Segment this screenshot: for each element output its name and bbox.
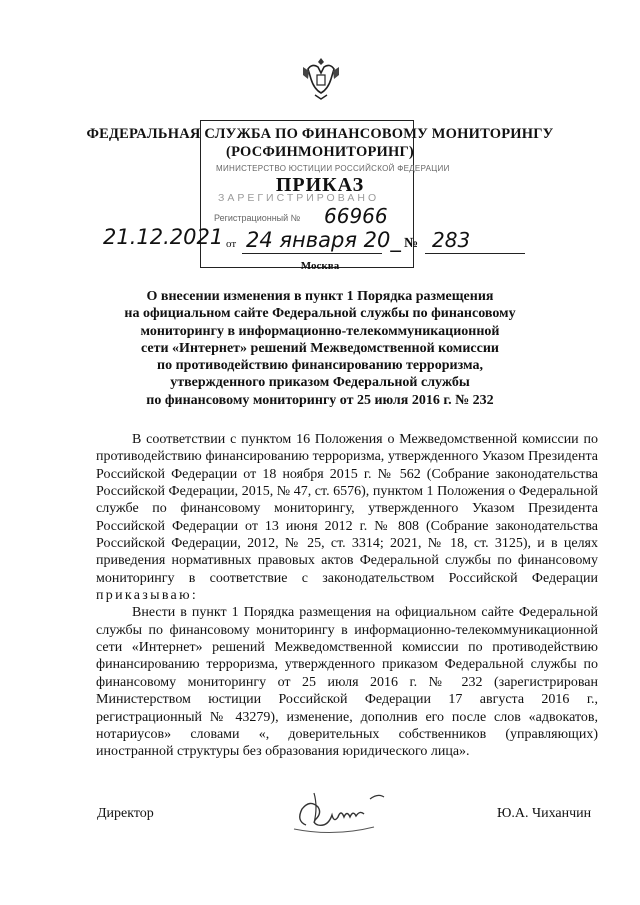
agency-short-name: (РОСФИНМОНИТОРИНГ)	[226, 144, 414, 160]
number-underline	[425, 253, 525, 254]
title-line: О внесении изменения в пункт 1 Порядка размещения	[146, 289, 494, 304]
number-label: №	[404, 236, 419, 251]
body-paragraph: Внести в пункт 1 Порядка размещения на официальном сайте Федеральной службы по финансовому мониторингу в информационно-телекоммуникационной сети «Интернет» решений Межведомственной комиссии по противодействию финансированию терроризма, утвержденного приказом Федеральной службы по финансовому мониторингу от 25 июля 2016 г. № 232 (зарегистрирован Министерством юстиции Российской Федерации 17 августа 2016 г., регистрационный № 43279), изменение, дополнив его после слов «адвокатов, нотариусов» словами «, доверительных собственников (управляющих) иностранной структуры без образования юридического лица».	[96, 605, 598, 760]
city: Москва	[300, 260, 340, 272]
title-line: мониторингу в информационно-телекоммуникационной	[140, 323, 500, 339]
stamp-ministry: МИНИСТЕРСТВО ЮСТИЦИИ РОССИЙСКОЙ ФЕДЕРАЦИИ	[216, 164, 450, 173]
signatory-name: Ю.А. Чиханчин	[497, 806, 592, 821]
signatory-position: Директор	[97, 806, 154, 821]
date-label: от	[226, 238, 237, 250]
title-line: на официальном сайте Федеральной службы по финансовому	[124, 306, 516, 322]
order-date: 24 января 20_	[246, 228, 401, 252]
stamp-reg-label: Регистрационный №	[214, 213, 301, 223]
title-line: по финансовому мониторингу от 25 июля 2016 г. № 232	[146, 392, 494, 408]
title-line: утвержденного приказом Федеральной службы	[170, 375, 470, 391]
date-underline	[242, 253, 382, 254]
handwritten-signature	[284, 785, 396, 837]
order-body	[96, 431, 598, 761]
stamp-reg-date: 21.12.2021	[103, 225, 224, 249]
stamp-status: ЗАРЕГИСТРИРОВАНО	[218, 192, 380, 204]
coat-of-arms-emblem	[300, 55, 342, 101]
stamp-reg-number: 66966	[324, 204, 388, 228]
title-line: сети «Интернет» решений Межведомственной комиссии	[141, 340, 499, 356]
order-number: 283	[432, 228, 471, 252]
body-paragraph	[96, 431, 598, 604]
body-paragraph-text: В соответствии с пунктом 16 Положения о Межведомственной комиссии по противодействию финансированию терроризма, утвержденного Указом Президента Российской Федерации от 18 ноября 2015 г. № 562 (Собрание законодательства Российской Федерации, 2015, № 47, ст. 6576), пунктом 1 Положения о Федеральной службе по финансовому мониторингу, утвержденного Указом Президента Российской Федерации от 13 июня 2012 г. № 808 (Собрание законодательства Российской Федерации, 2012, № 25, ст. 3314; 2021, № 18, ст. 3125), и в целях приведения нормативных правовых актов Федеральной службы по финансовому мониторингу в соответствие с законодательством Российской Федерации	[96, 432, 598, 586]
order-title	[90, 288, 550, 409]
agency-name: ФЕДЕРАЛЬНАЯ СЛУЖБА ПО ФИНАНСОВОМУ МОНИТОРИНГУ	[86, 126, 554, 142]
document-type: ПРИКАЗ	[275, 174, 365, 196]
order-word: приказываю:	[96, 588, 199, 604]
title-line: по противодействию финансированию терроризма,	[157, 358, 483, 374]
